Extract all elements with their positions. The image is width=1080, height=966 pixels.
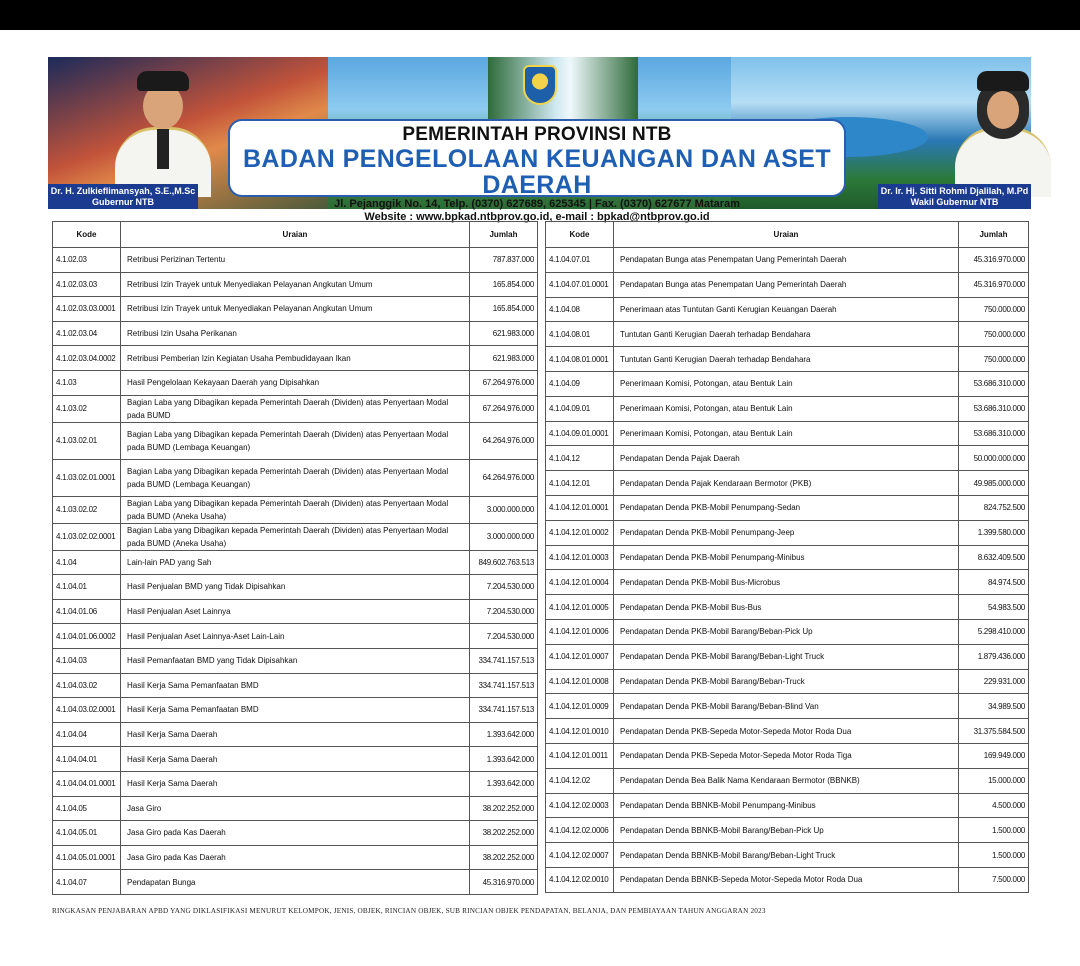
governor-caption [48,184,198,209]
row-kode: 4.1.04.08 [546,297,614,322]
row-kode: 4.1.04.12.01.0009 [546,694,614,719]
row-kode: 4.1.04 [53,550,121,575]
row-uraian: Penerimaan atas Tuntutan Ganti Kerugian Keuangan Daerah [614,297,959,322]
table-row [53,796,538,821]
row-kode: 4.1.04.04.01 [53,747,121,772]
row-jumlah: 34.989.500 [959,694,1029,719]
agency-title: BADAN PENGELOLAAN KEUANGAN DAN ASET DAERAH [242,145,832,199]
table-row [546,644,1029,669]
table-row [546,248,1029,273]
row-uraian: Retribusi Izin Usaha Perikanan [121,321,470,346]
row-uraian: Pendapatan Denda PKB-Mobil Penumpang-Minibus [614,545,959,570]
row-kode: 4.1.04.12 [546,446,614,471]
table-row [546,322,1029,347]
table-row [546,743,1029,768]
row-kode: 4.1.04.12.01.0006 [546,619,614,644]
table-row [53,370,538,395]
table-row [53,698,538,723]
banner-waterfall [488,57,638,127]
row-uraian: Pendapatan Denda Pajak Kendaraan Bermotor (PKB) [614,471,959,496]
table-header-row [53,222,538,248]
row-jumlah: 1.393.642.000 [470,722,538,747]
row-uraian: Pendapatan Denda PKB-Mobil Bus-Bus [614,595,959,620]
row-kode: 4.1.04.12.01.0003 [546,545,614,570]
budget-table-left [52,221,538,895]
table-row [53,771,538,796]
table-row [53,870,538,895]
row-uraian: Penerimaan Komisi, Potongan, atau Bentuk Lain [614,421,959,446]
table-header-row [546,222,1029,248]
row-jumlah: 7.204.530.000 [470,599,538,624]
table-row [546,396,1029,421]
row-jumlah: 3.000.000.000 [470,496,538,523]
table-row [53,821,538,846]
column-header-jumlah: Jumlah [959,222,1029,248]
row-kode: 4.1.04.07 [53,870,121,895]
table-row [53,422,538,459]
table-row [546,719,1029,744]
row-uraian: Hasil Kerja Sama Daerah [121,771,470,796]
table-row [53,648,538,673]
row-kode: 4.1.02.03.04.0002 [53,346,121,371]
vice-governor-name: Dr. Ir. Hj. Sitti Rohmi Djalilah, M.Pd [880,186,1029,196]
table-row [546,793,1029,818]
document-footer-caption: RINGKASAN PENJABARAN APBD YANG DIKLASIFIKASI MENURUT KELOMPOK, JENIS, OBJEK, RINCIAN OBJEK, SUB RINCIAN OBJEK PENDAPATAN, BELANJA, DAN PEMBIAYAAN TAHUN ANGGARAN 2023 [52,907,766,915]
table-row [53,575,538,600]
row-jumlah: 45.316.970.000 [959,248,1029,273]
row-jumlah: 787.837.000 [470,248,538,273]
row-kode: 4.1.04.12.01.0010 [546,719,614,744]
row-kode: 4.1.04.08.01 [546,322,614,347]
table-row [546,867,1029,892]
row-uraian: Jasa Giro [121,796,470,821]
table-row [546,421,1029,446]
table-row [53,624,538,649]
top-black-bar [0,0,1080,30]
row-uraian: Pendapatan Denda BBNKB-Sepeda Motor-Sepeda Motor Roda Dua [614,867,959,892]
table-row [546,495,1029,520]
table-row [546,347,1029,372]
row-jumlah: 67.264.976.000 [470,395,538,422]
row-jumlah: 53.686.310.000 [959,421,1029,446]
vice-governor-role: Wakil Gubernur NTB [910,197,999,207]
table-row [546,272,1029,297]
row-kode: 4.1.04.08.01.0001 [546,347,614,372]
row-kode: 4.1.04.09 [546,371,614,396]
agency-title-box [228,119,846,223]
table-row [546,520,1029,545]
row-uraian: Hasil Kerja Sama Daerah [121,722,470,747]
row-uraian: Hasil Penjualan Aset Lainnya-Aset Lain-Lain [121,624,470,649]
row-jumlah: 38.202.252.000 [470,845,538,870]
row-jumlah: 50.000.000.000 [959,446,1029,471]
row-kode: 4.1.02.03 [53,248,121,273]
row-kode: 4.1.04.07.01.0001 [546,272,614,297]
row-jumlah: 67.264.976.000 [470,370,538,395]
row-uraian: Bagian Laba yang Dibagikan kepada Pemerintah Daerah (Dividen) atas Penyertaan Modal pada BUMD (Lembaga Keuangan) [121,459,470,496]
row-kode: 4.1.04.12.01.0002 [546,520,614,545]
row-kode: 4.1.03 [53,370,121,395]
row-jumlah: 750.000.000 [959,347,1029,372]
row-uraian: Jasa Giro pada Kas Daerah [121,821,470,846]
row-uraian: Pendapatan Denda PKB-Mobil Bus-Microbus [614,570,959,595]
row-kode: 4.1.04.12.01.0008 [546,669,614,694]
row-jumlah: 45.316.970.000 [470,870,538,895]
row-kode: 4.1.03.02.02.0001 [53,523,121,550]
row-jumlah: 54.983.500 [959,595,1029,620]
row-kode: 4.1.04.12.01 [546,471,614,496]
row-uraian: Lain-lain PAD yang Sah [121,550,470,575]
table-row [546,446,1029,471]
row-kode: 4.1.04.12.02.0007 [546,843,614,868]
row-kode: 4.1.02.03.03.0001 [53,297,121,322]
row-uraian: Jasa Giro pada Kas Daerah [121,845,470,870]
table-row [53,496,538,523]
row-jumlah: 334.741.157.513 [470,648,538,673]
row-kode: 4.1.04.12.02.0006 [546,818,614,843]
row-jumlah: 334.741.157.513 [470,698,538,723]
row-jumlah: 1.393.642.000 [470,771,538,796]
row-jumlah: 64.264.976.000 [470,459,538,496]
row-kode: 4.1.04.03.02 [53,673,121,698]
table-row [53,523,538,550]
row-uraian: Hasil Pemanfaatan BMD yang Tidak Dipisahkan [121,648,470,673]
row-jumlah: 849.602.763.513 [470,550,538,575]
row-kode: 4.1.04.05.01.0001 [53,845,121,870]
row-uraian: Tuntutan Ganti Kerugian Daerah terhadap Bendahara [614,322,959,347]
row-jumlah: 621.983.000 [470,321,538,346]
table-row [546,818,1029,843]
row-jumlah: 64.264.976.000 [470,422,538,459]
table-row [53,297,538,322]
table-row [546,545,1029,570]
row-jumlah: 49.985.000.000 [959,471,1029,496]
table-row [546,471,1029,496]
row-kode: 4.1.04.03 [53,648,121,673]
row-uraian: Pendapatan Bunga [121,870,470,895]
row-jumlah: 7.204.530.000 [470,624,538,649]
row-kode: 4.1.03.02.02 [53,496,121,523]
table-row [53,321,538,346]
row-uraian: Pendapatan Denda PKB-Mobil Barang/Beban-Truck [614,669,959,694]
table-row [53,845,538,870]
row-kode: 4.1.04.12.01.0005 [546,595,614,620]
row-jumlah: 334.741.157.513 [470,673,538,698]
row-kode: 4.1.04.12.02.0003 [546,793,614,818]
row-uraian: Pendapatan Denda Bea Balik Nama Kendaraan Bermotor (BBNKB) [614,768,959,793]
column-header-uraian: Uraian [614,222,959,248]
row-jumlah: 8.632.409.500 [959,545,1029,570]
row-uraian: Pendapatan Denda PKB-Mobil Barang/Beban-Light Truck [614,644,959,669]
row-kode: 4.1.04.12.01.0004 [546,570,614,595]
table-row [53,346,538,371]
row-jumlah: 53.686.310.000 [959,396,1029,421]
government-title: PEMERINTAH PROVINSI NTB [402,124,672,145]
row-uraian: Hasil Kerja Sama Daerah [121,747,470,772]
row-uraian: Bagian Laba yang Dibagikan kepada Pemerintah Daerah (Dividen) atas Penyertaan Modal pada BUMD (Aneka Usaha) [121,523,470,550]
row-kode: 4.1.04.05.01 [53,821,121,846]
row-uraian: Pendapatan Denda BBNKB-Mobil Penumpang-Minibus [614,793,959,818]
row-uraian: Retribusi Perizinan Tertentu [121,248,470,273]
row-kode: 4.1.02.03.04 [53,321,121,346]
row-jumlah: 4.500.000 [959,793,1029,818]
table-row [53,747,538,772]
row-jumlah: 31.375.584.500 [959,719,1029,744]
governor-role: Gubernur NTB [92,197,154,207]
ntb-emblem-icon [523,65,557,105]
table-row [546,768,1029,793]
row-uraian: Pendapatan Denda BBNKB-Mobil Barang/Beban-Light Truck [614,843,959,868]
row-uraian: Hasil Kerja Sama Pemanfaatan BMD [121,673,470,698]
row-kode: 4.1.04.09.01 [546,396,614,421]
row-jumlah: 84.974.500 [959,570,1029,595]
row-uraian: Pendapatan Denda PKB-Sepeda Motor-Sepeda Motor Roda Tiga [614,743,959,768]
agency-address: Jl. Pejanggik No. 14, Telp. (0370) 627689, 625345 | Fax. (0370) 627677 Mataram [334,198,740,210]
row-uraian: Pendapatan Denda PKB-Mobil Penumpang-Jeep [614,520,959,545]
table-row [53,673,538,698]
row-jumlah: 169.949.000 [959,743,1029,768]
governor-photo [103,65,223,190]
agency-contact: Website : www.bpkad.ntbprov.go.id, e-mail : bpkad@ntbprov.go.id [364,211,710,223]
row-jumlah: 53.686.310.000 [959,371,1029,396]
row-jumlah: 1.500.000 [959,818,1029,843]
table-row [53,272,538,297]
row-jumlah: 15.000.000 [959,768,1029,793]
row-uraian: Pendapatan Denda PKB-Mobil Barang/Beban-Pick Up [614,619,959,644]
row-uraian: Bagian Laba yang Dibagikan kepada Pemerintah Daerah (Dividen) atas Penyertaan Modal pada BUMD (Aneka Usaha) [121,496,470,523]
row-kode: 4.1.04.01.06 [53,599,121,624]
table-row [546,371,1029,396]
vice-governor-caption [878,184,1031,209]
table-row [546,297,1029,322]
row-uraian: Penerimaan Komisi, Potongan, atau Bentuk Lain [614,371,959,396]
row-uraian: Hasil Pengelolaan Kekayaan Daerah yang Dipisahkan [121,370,470,395]
row-jumlah: 1.399.580.000 [959,520,1029,545]
column-header-kode: Kode [53,222,121,248]
row-uraian: Retribusi Izin Trayek untuk Menyediakan Pelayanan Angkutan Umum [121,297,470,322]
row-kode: 4.1.04.04 [53,722,121,747]
row-uraian: Pendapatan Denda Pajak Daerah [614,446,959,471]
column-header-uraian: Uraian [121,222,470,248]
row-uraian: Pendapatan Denda PKB-Sepeda Motor-Sepeda Motor Roda Dua [614,719,959,744]
table-row [546,694,1029,719]
table-row [546,669,1029,694]
column-header-jumlah: Jumlah [470,222,538,248]
row-kode: 4.1.04.12.01.0007 [546,644,614,669]
row-uraian: Bagian Laba yang Dibagikan kepada Pemerintah Daerah (Dividen) atas Penyertaan Modal pada BUMD [121,395,470,422]
row-kode: 4.1.03.02.01 [53,422,121,459]
row-jumlah: 7.500.000 [959,867,1029,892]
row-kode: 4.1.04.01.06.0002 [53,624,121,649]
row-kode: 4.1.04.05 [53,796,121,821]
row-kode: 4.1.04.01 [53,575,121,600]
row-uraian: Retribusi Izin Trayek untuk Menyediakan Pelayanan Angkutan Umum [121,272,470,297]
row-uraian: Tuntutan Ganti Kerugian Daerah terhadap Bendahara [614,347,959,372]
row-uraian: Pendapatan Bunga atas Penempatan Uang Pemerintah Daerah [614,248,959,273]
row-jumlah: 45.316.970.000 [959,272,1029,297]
table-row [53,550,538,575]
table-row [53,599,538,624]
row-kode: 4.1.04.12.02.0010 [546,867,614,892]
row-uraian: Hasil Penjualan BMD yang Tidak Dipisahkan [121,575,470,600]
row-kode: 4.1.03.02.01.0001 [53,459,121,496]
table-row [546,570,1029,595]
governor-name: Dr. H. Zulkieflimansyah, S.E.,M.Sc [50,186,196,196]
header-banner [48,57,1031,223]
row-jumlah: 750.000.000 [959,322,1029,347]
row-jumlah: 5.298.410.000 [959,619,1029,644]
row-jumlah: 824.752.500 [959,495,1029,520]
row-uraian: Pendapatan Denda BBNKB-Mobil Barang/Beban-Pick Up [614,818,959,843]
row-jumlah: 750.000.000 [959,297,1029,322]
table-row [53,722,538,747]
row-jumlah: 165.854.000 [470,272,538,297]
row-kode: 4.1.04.09.01.0001 [546,421,614,446]
row-jumlah: 1.879.436.000 [959,644,1029,669]
vice-governor-photo [943,65,1063,190]
row-kode: 4.1.04.03.02.0001 [53,698,121,723]
row-jumlah: 165.854.000 [470,297,538,322]
row-kode: 4.1.04.12.02 [546,768,614,793]
row-kode: 4.1.04.12.01.0001 [546,495,614,520]
row-jumlah: 38.202.252.000 [470,796,538,821]
row-uraian: Pendapatan Bunga atas Penempatan Uang Pemerintah Daerah [614,272,959,297]
table-row [546,595,1029,620]
budget-table-right [545,221,1029,893]
table-row [53,395,538,422]
row-jumlah: 3.000.000.000 [470,523,538,550]
row-kode: 4.1.04.12.01.0011 [546,743,614,768]
table-row [53,248,538,273]
row-uraian: Hasil Penjualan Aset Lainnya [121,599,470,624]
table-row [53,459,538,496]
table-row [546,843,1029,868]
row-jumlah: 621.983.000 [470,346,538,371]
row-kode: 4.1.02.03.03 [53,272,121,297]
row-jumlah: 1.393.642.000 [470,747,538,772]
row-jumlah: 38.202.252.000 [470,821,538,846]
row-jumlah: 1.500.000 [959,843,1029,868]
row-kode: 4.1.03.02 [53,395,121,422]
row-jumlah: 229.931.000 [959,669,1029,694]
row-uraian: Retribusi Pemberian Izin Kegiatan Usaha Pembudidayaan Ikan [121,346,470,371]
row-uraian: Pendapatan Denda PKB-Mobil Barang/Beban-Blind Van [614,694,959,719]
column-header-kode: Kode [546,222,614,248]
row-jumlah: 7.204.530.000 [470,575,538,600]
row-uraian: Penerimaan Komisi, Potongan, atau Bentuk Lain [614,396,959,421]
row-uraian: Pendapatan Denda PKB-Mobil Penumpang-Sedan [614,495,959,520]
row-uraian: Bagian Laba yang Dibagikan kepada Pemerintah Daerah (Dividen) atas Penyertaan Modal pada BUMD (Lembaga Keuangan) [121,422,470,459]
row-kode: 4.1.04.04.01.0001 [53,771,121,796]
row-kode: 4.1.04.07.01 [546,248,614,273]
table-row [546,619,1029,644]
row-uraian: Hasil Kerja Sama Pemanfaatan BMD [121,698,470,723]
